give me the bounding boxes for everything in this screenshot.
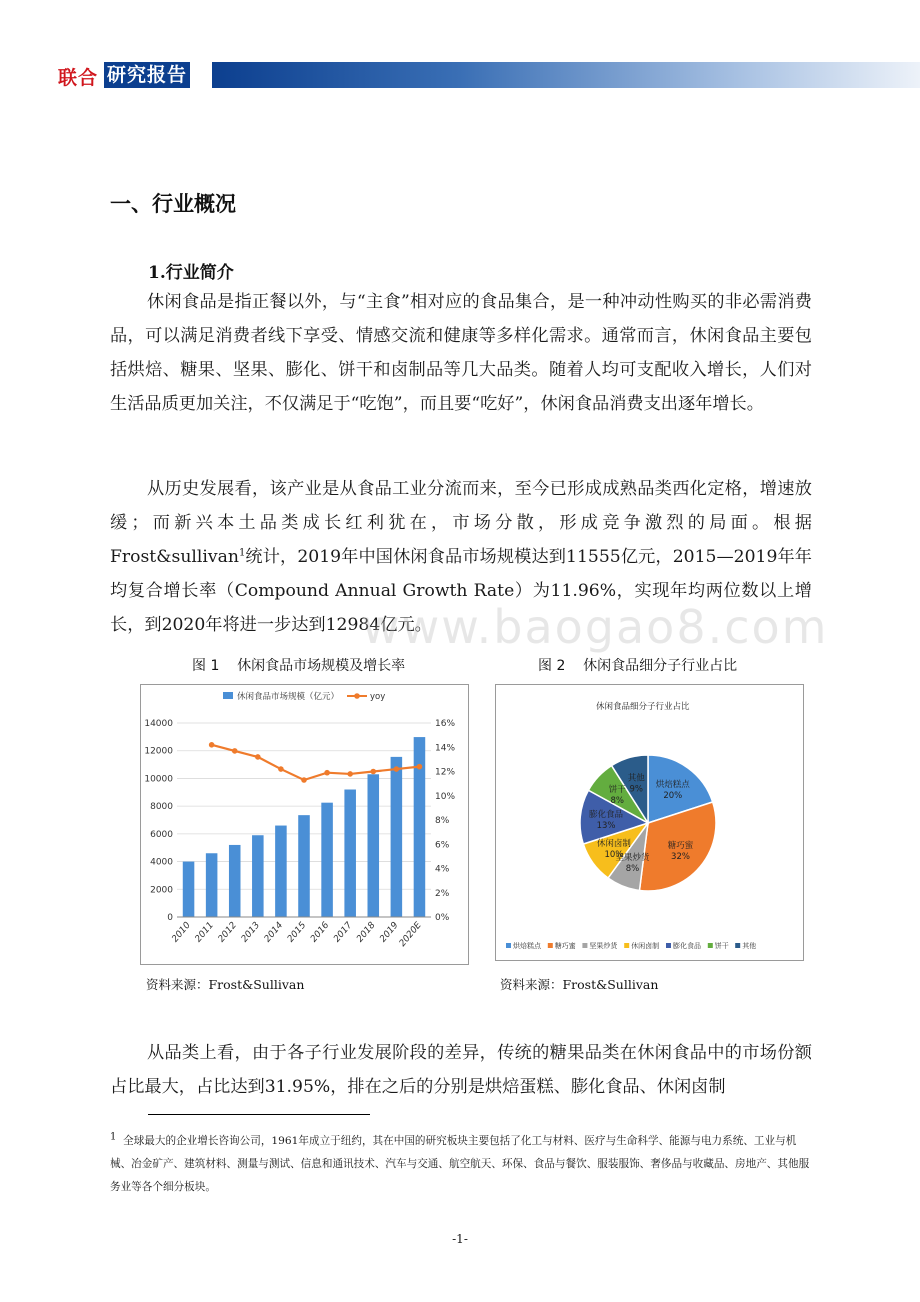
chart2-slice-label: 坚果炒货 <box>615 853 650 864</box>
chart1-ytick-left: 8000 <box>150 802 173 813</box>
chart1-ytick-left: 6000 <box>150 829 173 840</box>
chart1-ytick-right: 8% <box>435 816 450 826</box>
paragraph-history-part2: 统计，2019年中国休闲食品市场规模达到11555亿元，2015—2019年年均复合增长率（Compound Annual Growth Rate）为11.96%，实现年均两位数以上增长，到2020年将进一步达到12984亿元。 <box>110 547 812 635</box>
chart1-bar <box>298 815 310 917</box>
chart1-xtick: 2014 <box>262 920 286 945</box>
chart1-xtick: 2017 <box>332 920 355 945</box>
figure2-caption: 图 2 休闲食品细分子行业占比 <box>538 658 738 674</box>
chart1-ytick-right: 14% <box>435 743 456 754</box>
figure2-frame <box>495 684 804 961</box>
footnote <box>110 1130 812 1199</box>
page-number: -1- <box>452 1232 468 1246</box>
logo-blue-text: 研究报告 <box>104 62 190 88</box>
chart1-ytick-left: 0 <box>167 913 173 923</box>
chart2-legend-swatch <box>506 943 511 948</box>
chart1-yoy-line <box>209 742 422 783</box>
chart2-legend-label: 饼干 <box>714 942 729 950</box>
paragraph-intro: 休闲食品是指正餐以外，与“主食”相对应的食品集合，是一种冲动性购买的非必需消费品，可以满足消费者线下享受、情感交流和健康等多样化需求。通常而言，休闲食品主要包括烘焙、糖果、坚果、膨化、饼干和卤制品等几大品类。随着人均可支配收入增长，人们对生活品质更加关注，不仅满足于“吃饱”，而且要“吃好”，休闲食品消费支出逐年增长。 <box>110 292 812 414</box>
chart1-ytick-right: 4% <box>435 864 450 875</box>
figure1-frame <box>140 684 469 965</box>
chart1-legend-bar-swatch <box>223 692 233 699</box>
chart2-slice-value: 20% <box>663 790 683 801</box>
chart1-yoy-point <box>232 748 238 754</box>
chart2-legend-swatch <box>708 943 713 948</box>
market-size-chart <box>141 685 468 964</box>
chart2-slice-value: 32% <box>671 851 690 862</box>
chart1-legend <box>223 691 385 702</box>
subsection-heading: 1.行业简介 <box>148 263 234 283</box>
chart1-bar <box>252 835 264 917</box>
chart2-legend-label: 烘焙糕点 <box>513 942 541 950</box>
chart1-legend-line-marker <box>354 693 360 699</box>
chart2-slice-value: 8% <box>610 796 625 807</box>
chart1-ytick-right: 0% <box>435 913 450 923</box>
chart2-legend-label: 休闲卤制 <box>631 942 660 950</box>
section-heading: 一、行业概况 <box>110 192 236 216</box>
chart1-bar <box>229 845 241 917</box>
chart1-xtick: 2018 <box>355 920 378 945</box>
chart1-xtick: 2013 <box>239 920 263 945</box>
chart1-yoy-polyline <box>212 745 420 780</box>
footnote-separator <box>148 1114 370 1115</box>
paragraph-category: 从品类上看，由于各子行业发展阶段的差异，传统的糖果品类在休闲食品中的市场份额占比最大，占比达到31.95%，排在之后的分别是烘焙蛋糕、膨化食品、休闲卤制 <box>110 1043 812 1097</box>
chart1-yoy-point <box>370 769 376 775</box>
chart1-ytick-right: 6% <box>435 840 450 851</box>
chart1-ytick-right: 10% <box>435 791 456 802</box>
chart2-legend-swatch <box>624 943 629 948</box>
chart1-xtick: 2016 <box>309 920 332 945</box>
chart2-title-group <box>596 701 690 712</box>
header-gradient-bar <box>212 62 920 88</box>
chart1-bar <box>206 853 218 917</box>
chart1-ytick-left: 4000 <box>150 857 173 868</box>
footnote-ref[interactable]: 1 <box>238 547 246 559</box>
chart1-yoy-point <box>324 770 330 776</box>
chart2-legend-swatch <box>666 943 671 948</box>
chart2-legend-label: 坚果炒货 <box>589 942 618 950</box>
chart1-bar <box>321 803 333 917</box>
chart1-legend-line-label: yoy <box>370 692 386 702</box>
chart1-bar <box>183 862 195 917</box>
chart1-bar <box>368 774 380 917</box>
chart1-ytick-left: 14000 <box>144 719 173 729</box>
chart1-yoy-point <box>255 754 261 760</box>
logo-red-text: 联合 <box>58 67 99 89</box>
chart2-title: 休闲食品细分子行业占比 <box>596 702 690 712</box>
chart2-slice-label: 烘焙糕点 <box>655 779 690 790</box>
chart1-yoy-point <box>394 766 400 772</box>
chart2-slice-label: 休闲卤制 <box>596 838 631 849</box>
footnote-number: 1 <box>110 1131 117 1143</box>
figure2-source: 资料来源：Frost&Sullivan <box>500 977 659 992</box>
chart1-xtick: 2015 <box>285 920 309 945</box>
chart2-slice-value: 8% <box>625 864 640 875</box>
chart1-legend-bar-label: 休闲食品市场规模（亿元） <box>237 692 340 702</box>
chart2-legend-label: 膨化食品 <box>673 942 701 950</box>
chart2-legend <box>506 941 756 950</box>
chart1-bar <box>391 757 403 917</box>
chart2-legend-swatch <box>582 943 587 948</box>
chart1-yoy-point <box>417 764 423 770</box>
chart1-xtick: 2012 <box>216 920 240 945</box>
chart1-ytick-left: 2000 <box>150 885 173 896</box>
chart1-bar <box>275 826 287 917</box>
chart2-slice-label: 饼干 <box>608 785 626 796</box>
segment-share-pie-chart <box>496 685 803 960</box>
chart2-slice-value: 9% <box>629 784 643 795</box>
chart2-slice-value: 10% <box>604 849 624 860</box>
chart1-ytick-right: 2% <box>435 888 450 899</box>
chart1-yoy-point <box>347 771 353 777</box>
chart2-legend-swatch <box>735 943 740 948</box>
chart2-legend-swatch <box>548 943 553 948</box>
chart1-xtick: 2011 <box>193 920 216 945</box>
chart2-slice-value: 13% <box>596 821 616 832</box>
chart1-yoy-point <box>301 777 307 783</box>
chart2-legend-label: 糖巧蜜 <box>554 942 576 950</box>
chart2-slice-label: 糖巧蜜 <box>667 840 694 851</box>
chart1-bars <box>183 737 425 917</box>
chart1-yoy-point <box>209 742 215 748</box>
chart1-ytick-left: 12000 <box>144 746 173 757</box>
chart1-yoy-point <box>278 766 284 772</box>
chart1-ytick-right: 16% <box>435 719 456 729</box>
chart1-ytick-left: 10000 <box>144 774 173 785</box>
chart2-legend-label: 其他 <box>742 942 757 950</box>
watermark: www.baogao8.com <box>362 600 829 654</box>
chart1-bar <box>344 790 356 917</box>
chart2-slice-label: 膨化食品 <box>589 810 624 821</box>
figure1-source: 资料来源：Frost&Sullivan <box>146 977 305 992</box>
paragraph-history-part1: 从历史发展看，该产业是从食品工业分流而来，至今已形成成熟品类西化定格，增速放缓；而新兴本土品类成长红利犹在，市场分散，形成竞争激烈的局面。根据Frost&sullivan <box>110 479 812 567</box>
report-header <box>0 60 920 90</box>
chart1-xtick: 2019 <box>378 920 401 945</box>
figure1-caption: 图 1 休闲食品市场规模及增长率 <box>192 658 406 674</box>
footnote-text: 全球最大的企业增长咨询公司，1961年成立于纽约，其在中国的研究板块主要包括了化工与材料、医疗与生命科学、能源与电力系统、工业与机械、冶金矿产、建筑材料、测量与测试、信息和通讯技术、汽车与交通、航空航天、环保、食品与餐饮、服装服饰、奢侈品与收藏品、房地产、其他服务业等各个细分板块。 <box>110 1135 810 1193</box>
chart1-xtick: 2010 <box>170 920 193 945</box>
chart1-ytick-right: 12% <box>435 767 456 778</box>
chart2-slice-label: 其他 <box>627 773 645 784</box>
chart1-xtick: 2020E <box>397 920 424 949</box>
